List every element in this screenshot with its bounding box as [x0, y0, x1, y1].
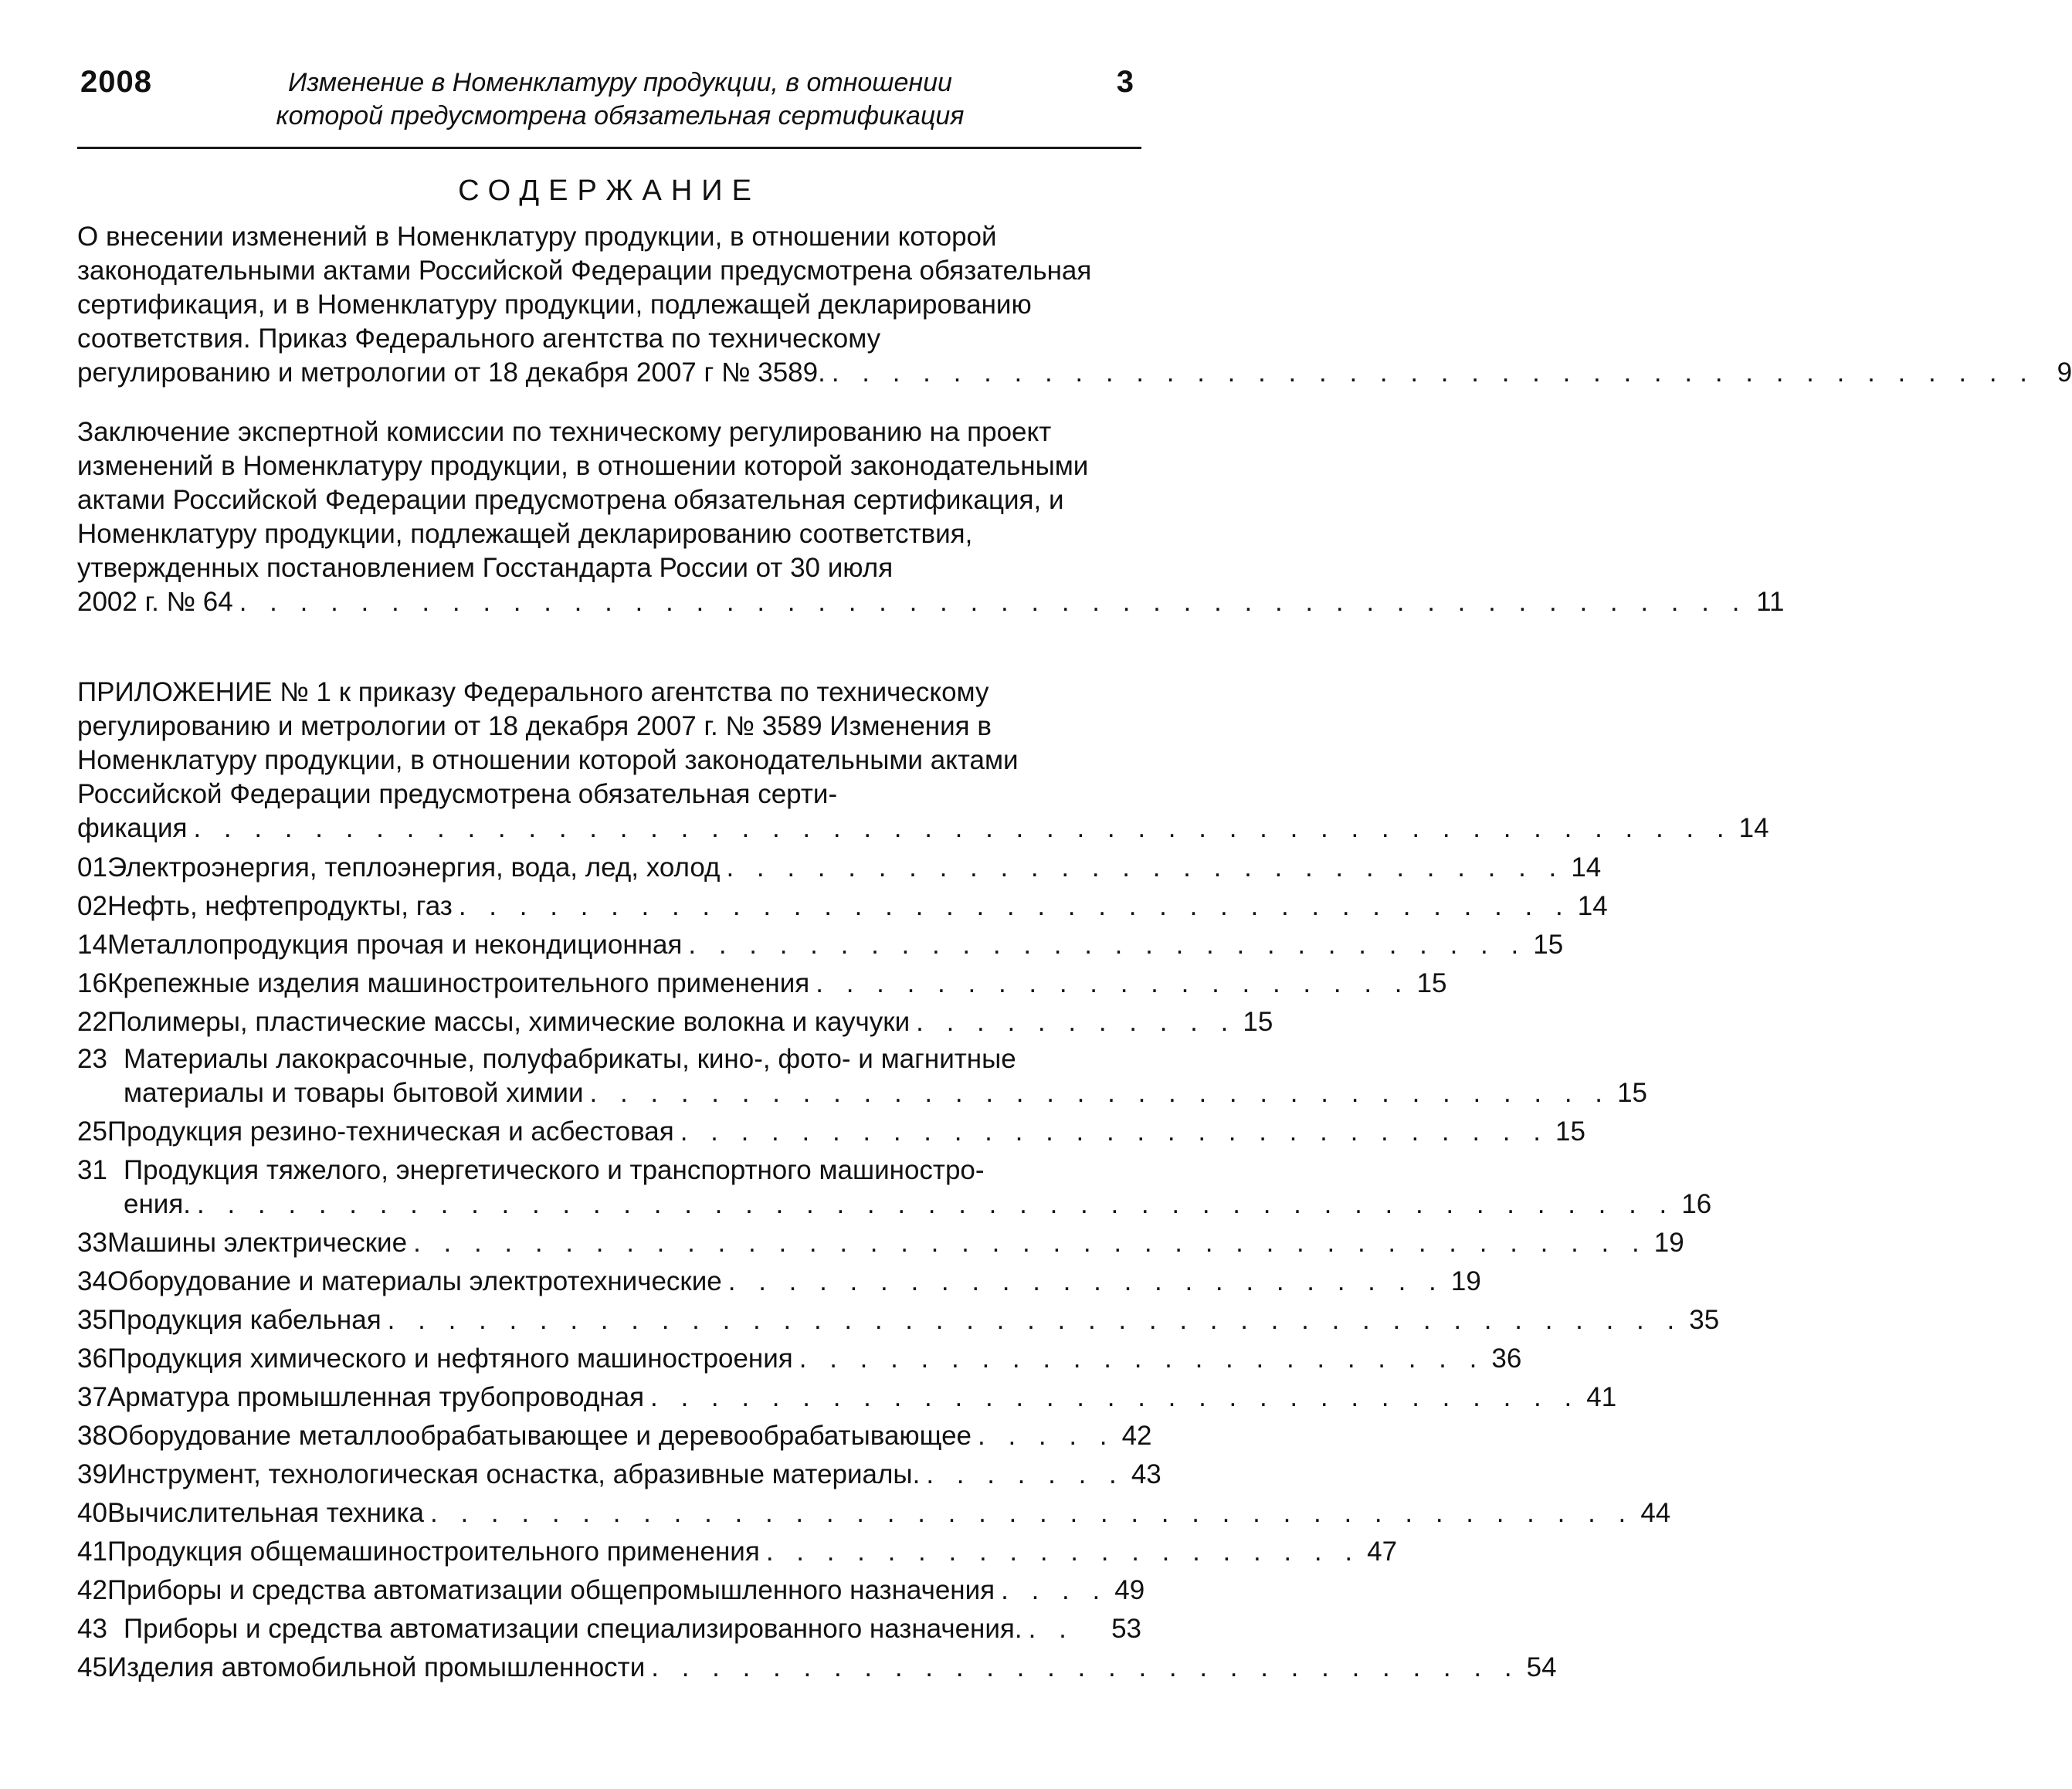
item-label: Вычислительная техника [107, 1498, 425, 1528]
item-page: 49 [1114, 1575, 1145, 1605]
leader-dots: . . . . . . . . . . . . . . . . . . . . [765, 1537, 1361, 1567]
leader-dots: . . . . . . . . . . . . . . . . . . . . . . . . . . . . . . . . . . . . . . . . . . . . . . . . . [197, 1189, 1675, 1219]
toc-item-01[interactable] [77, 851, 1602, 885]
item-label: Крепежные изделия машиностроительного применения [107, 968, 810, 998]
toc-item-34[interactable] [77, 1265, 1481, 1299]
item-label: Продукция кабельная [107, 1305, 382, 1335]
document-page [77, 62, 2072, 1682]
item-page: 35 [1689, 1305, 1720, 1335]
toc-entry-last-line: регулированию и метрологии от 18 декабря 2007 г № 3589. [77, 357, 826, 388]
toc-item-45[interactable] [77, 1651, 1557, 1685]
toc-item-41[interactable] [77, 1535, 1398, 1569]
running-header [77, 62, 1141, 145]
toc-entry-appendix[interactable] [77, 676, 1769, 845]
leader-dots: . . . . . . . . . . . . . . . . . . . . . . . . . . . . . . . . . . . . . . . . [430, 1498, 1634, 1528]
leader-dots: . . . . . . . . . . . . . . . . . . . . . . . . . . . . . [680, 1116, 1548, 1147]
item-page: 54 [1526, 1652, 1557, 1682]
item-code: 02 [77, 891, 107, 921]
toc-entry-last-line: 2002 г. № 64 [77, 587, 233, 617]
toc-item-43[interactable] [77, 1612, 1141, 1646]
header-page-number: 3 [1116, 65, 1134, 99]
header-title-line-2: которой предусмотрена обязательная сертификация [276, 101, 965, 130]
item-label: Приборы и средства автоматизации специализированного назначения. [124, 1614, 1022, 1644]
item-label: Оборудование и материалы электротехнические [107, 1266, 722, 1296]
item-code: 23 [77, 1044, 107, 1074]
item-page: 15 [1617, 1078, 1648, 1108]
header-title [230, 66, 1010, 133]
item-page: 19 [1450, 1266, 1481, 1296]
item-label: Продукция общемашиностроительного применения [107, 1537, 760, 1567]
item-code: 42 [77, 1575, 107, 1605]
item-page: 14 [1577, 891, 1608, 921]
item-code: 38 [77, 1421, 107, 1451]
item-page: 41 [1586, 1382, 1617, 1412]
item-label: Электроэнергия, теплоэнергия, вода, лед, холод [107, 852, 721, 883]
item-label-continued: ения. [124, 1189, 192, 1219]
toc-item-35[interactable] [77, 1303, 1720, 1337]
toc-entry-page: 11 [1756, 587, 1785, 617]
leader-dots: . . . . . . . [926, 1459, 1124, 1489]
leader-dots: . . . . . . . . . . . . . . . . . . . . . . . . . . . . . . . . . . . . . [458, 891, 1571, 921]
item-label-continued: материалы и товары бытовой химии [124, 1078, 584, 1108]
contents-title: СОДЕРЖАНИЕ [458, 174, 761, 207]
toc-entry-page: 9 [2057, 357, 2072, 388]
item-page: 42 [1121, 1421, 1152, 1451]
item-label: Приборы и средства автоматизации общепромышленного назначения [107, 1575, 995, 1605]
leader-dots: . . . . . . . . . . . . . . . . . . . . . . . . . . . . . . . . . . . . . . . . . . . . . . . . . . [239, 587, 1748, 617]
toc-item-23[interactable] [77, 1042, 1648, 1110]
item-code: 14 [77, 930, 107, 960]
item-code: 31 [77, 1155, 107, 1185]
item-code: 33 [77, 1228, 107, 1258]
toc-item-25[interactable] [77, 1115, 1585, 1149]
item-code: 16 [77, 968, 107, 998]
item-page: 15 [1533, 930, 1564, 960]
leader-dots: . . [1028, 1614, 1074, 1644]
item-label: Машины электрические [107, 1228, 408, 1258]
toc-item-40[interactable] [77, 1496, 1671, 1530]
item-page: 53 [1111, 1614, 1141, 1644]
leader-dots: . . . . . . . . . . . . . . . . . . . . . . . . . . . . . . . [650, 1382, 1580, 1412]
item-label: Металлопродукция прочая и некондиционная [107, 930, 683, 960]
item-page: 15 [1416, 968, 1447, 998]
item-page: 15 [1555, 1116, 1585, 1147]
toc-entry-order[interactable] [77, 220, 2072, 390]
toc-entry-conclusion[interactable] [77, 415, 1785, 619]
item-page: 19 [1653, 1228, 1684, 1258]
toc-item-42[interactable] [77, 1574, 1145, 1608]
leader-dots: . . . . . . . . . . . . . . . . . . . . . . . . . . . . [726, 852, 1565, 883]
item-label: Нефть, нефтепродукты, газ [107, 891, 453, 921]
toc-item-36[interactable] [77, 1342, 1522, 1376]
item-label: Полимеры, пластические массы, химические волокна и каучуки [107, 1007, 911, 1037]
leader-dots: . . . . . . . . . . . [916, 1007, 1236, 1037]
item-label: Изделия автомобильной промышленности [107, 1652, 646, 1682]
item-code: 01 [77, 852, 107, 883]
item-code: 41 [77, 1537, 107, 1567]
item-page: 43 [1131, 1459, 1161, 1489]
toc-item-22[interactable] [77, 1005, 1273, 1039]
toc-item-02[interactable] [77, 889, 1608, 923]
toc-item-16[interactable] [77, 967, 1447, 1001]
leader-dots: . . . . . . . . . . . . . . . . . . . . . . . . . . . . [688, 930, 1527, 960]
item-label: Оборудование металлообрабатывающее и деревообрабатывающее [107, 1421, 972, 1451]
toc-entry-text: Заключение экспертной комиссии по техническому регулированию на проект изменений в Номенклатуру продукции, в отношении которой законодательными актами Российской Федерации предусмотрена обязательная сертификация, и Номенклатуру продукции, подлежащей декларированию соответствия, утвержденных постановлением Госстандарта России от 30 июля [77, 417, 1089, 583]
leader-dots: . . . . . . . . . . . . . . . . . . . . [816, 968, 1410, 998]
toc-item-38[interactable] [77, 1419, 1152, 1453]
item-code: 36 [77, 1343, 107, 1374]
item-code: 39 [77, 1459, 107, 1489]
toc-item-31[interactable] [77, 1154, 1712, 1221]
item-code: 40 [77, 1498, 107, 1528]
item-label: Продукция химического и нефтяного машиностроения [107, 1343, 793, 1374]
item-page: 16 [1681, 1189, 1712, 1219]
leader-dots: . . . . . . . . . . . . . . . . . . . . . . . . . . . . . . . . . . . . . . . . . . . . . . . . . . . [193, 813, 1732, 843]
leader-dots: . . . . . . . . . . . . . . . . . . . . . . . . [727, 1266, 1444, 1296]
leader-dots: . . . . . . . . . . . . . . . . . . . . . . . . . . . . . . . . . . . . . . . . . . . [387, 1305, 1683, 1335]
item-code: 35 [77, 1305, 107, 1335]
leader-dots: . . . . . . . . . . . . . . . . . . . . . . . . . . . . . . . . . . [589, 1078, 1611, 1108]
leader-dots: . . . . . . . . . . . . . . . . . . . . . . . . . . . . . [651, 1652, 1520, 1682]
item-code: 43 [77, 1614, 107, 1644]
toc-item-33[interactable] [77, 1226, 1684, 1260]
item-page: 44 [1640, 1498, 1671, 1528]
header-rule [77, 147, 1141, 149]
item-label: Инструмент, технологическая оснастка, абразивные материалы. [107, 1459, 921, 1489]
toc-entry-last-line: фикация [77, 813, 188, 843]
leader-dots: . . . . [1001, 1575, 1108, 1605]
toc-item-37[interactable] [77, 1381, 1617, 1415]
toc-entry-page: 14 [1738, 813, 1769, 843]
item-code: 25 [77, 1116, 107, 1147]
item-label: Продукция резино-техническая и асбестовая [107, 1116, 674, 1147]
leader-dots: . . . . . . . . . . . . . . . . . . . . . . . . . . . . . . . . . . . . . . . . . [413, 1228, 1647, 1258]
leader-dots: . . . . . [978, 1421, 1115, 1451]
item-code: 37 [77, 1382, 107, 1412]
item-page: 15 [1243, 1007, 1273, 1037]
item-code: 22 [77, 1007, 107, 1037]
item-page: 14 [1571, 852, 1602, 883]
item-label: Продукция тяжелого, энергетического и транспортного машиностро- [124, 1155, 985, 1185]
item-page: 47 [1367, 1537, 1398, 1567]
toc-entry-text: О внесении изменений в Номенклатуру продукции, в отношении которой законодательными актами Российской Федерации предусмотрена обязательная сертификация, и в Номенклатуру продукции, подлежащей декларированию соответствия. Приказ Федерального агентства по техническому [77, 222, 1092, 354]
header-title-line-1: Изменение в Номенклатуру продукции, в отношении [288, 68, 952, 97]
leader-dots: . . . . . . . . . . . . . . . . . . . . . . . . . . . . . . . . . . . . . . . . [831, 357, 2036, 388]
item-label: Арматура промышленная трубопроводная [107, 1382, 645, 1412]
toc-entry-text: ПРИЛОЖЕНИЕ № 1 к приказу Федерального агентства по техническому регулированию и метрологии от 18 декабря 2007 г. № 3589 Изменения в Номенклатуру продукции, в отношении которой законодательными актами Российской Федерации предусмотрена обязательная серти- [77, 677, 1019, 809]
item-label: Материалы лакокрасочные, полуфабрикаты, кино-, фото- и магнитные [124, 1044, 1016, 1074]
item-code: 45 [77, 1652, 107, 1682]
leader-dots: . . . . . . . . . . . . . . . . . . . . . . . [799, 1343, 1485, 1374]
item-page: 36 [1491, 1343, 1522, 1374]
toc-item-14[interactable] [77, 928, 1564, 962]
header-year: 2008 [80, 65, 152, 99]
item-code: 34 [77, 1266, 107, 1296]
toc-item-39[interactable] [77, 1458, 1161, 1492]
